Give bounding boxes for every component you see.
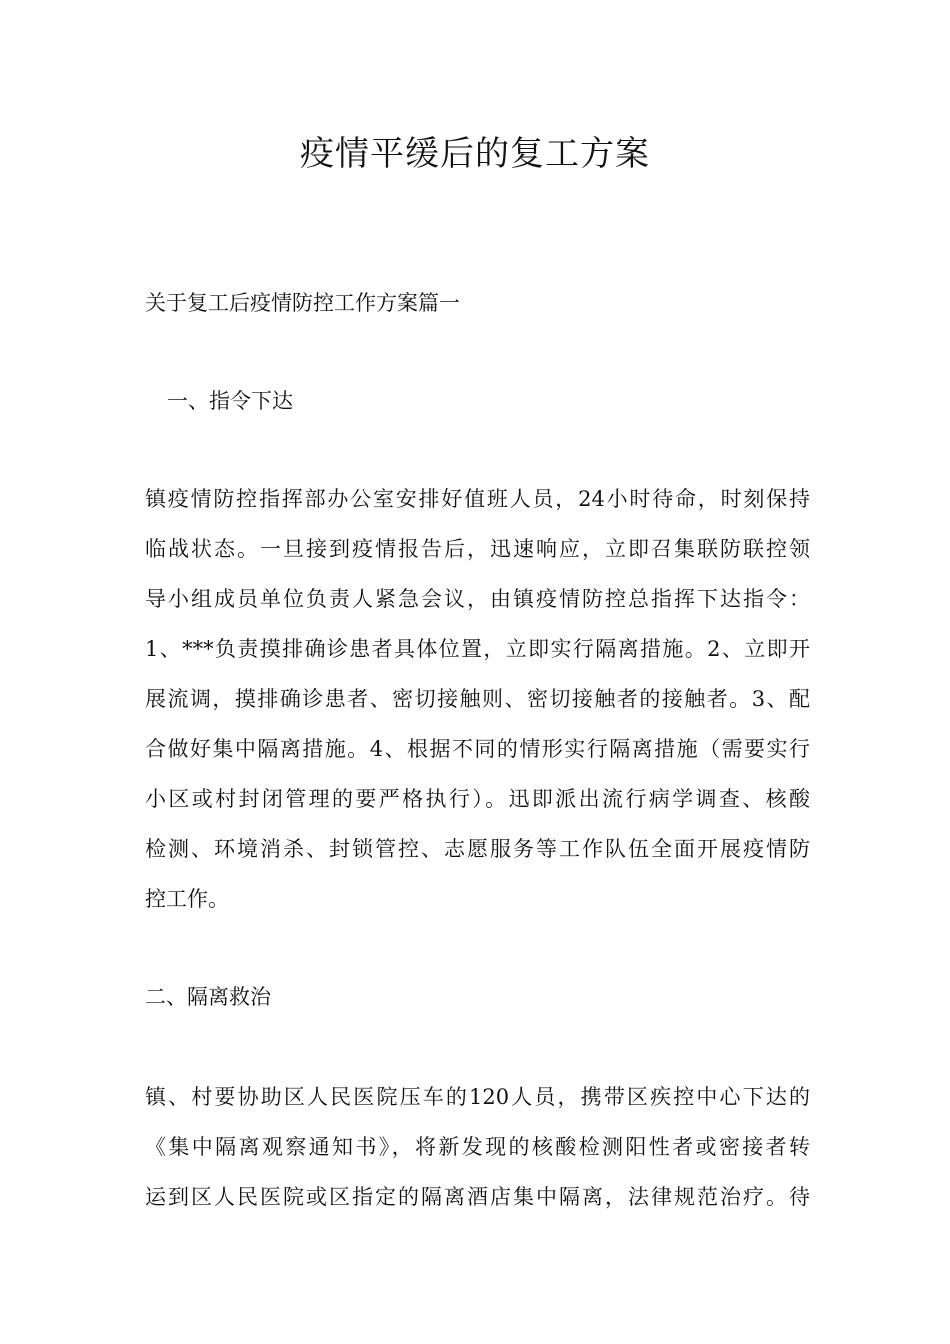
- paragraph-line: 运到区人民医院或区指定的隔离酒店集中隔离，法律规范治疗。待: [145, 1185, 810, 1209]
- paragraph-line: 《集中隔离观察通知书》，将新发现的核酸检测阳性者或密接者转: [145, 1135, 810, 1159]
- section-heading-2: 二、隔离救治: [145, 985, 271, 1009]
- document-subtitle: 关于复工后疫情防控工作方案篇一: [145, 291, 460, 315]
- paragraph-line: 镇、村要协助区人民医院压车的120人员，携带区疾控中心下达的: [145, 1085, 810, 1109]
- paragraph-line: 合做好集中隔离措施。4、根据不同的情形实行隔离措施（需要实行: [145, 737, 810, 761]
- section-heading-1: 一、指令下达: [167, 389, 293, 413]
- paragraph-line: 检测、环境消杀、封锁管控、志愿服务等工作队伍全面开展疫情防: [145, 837, 810, 861]
- paragraph-line: 临战状态。一旦接到疫情报告后，迅速响应，立即召集联防联控领: [145, 537, 810, 561]
- document-title: 疫情平缓后的复工方案: [300, 134, 650, 174]
- paragraph-line: 展流调，摸排确诊患者、密切接触则、密切接触者的接触者。3、配: [145, 687, 810, 711]
- paragraph-line: 导小组成员单位负责人紧急会议，由镇疫情防控总指挥下达指令：: [145, 587, 810, 611]
- paragraph-line: 1、***负责摸排确诊患者具体位置，立即实行隔离措施。2、立即开: [145, 637, 810, 661]
- paragraph-line: 小区或村封闭管理的要严格执行）。迅即派出流行病学调查、核酸: [145, 787, 810, 811]
- paragraph-line: 控工作。: [145, 887, 229, 911]
- paragraph-line: 镇疫情防控指挥部办公室安排好值班人员，24小时待命，时刻保持: [145, 487, 810, 511]
